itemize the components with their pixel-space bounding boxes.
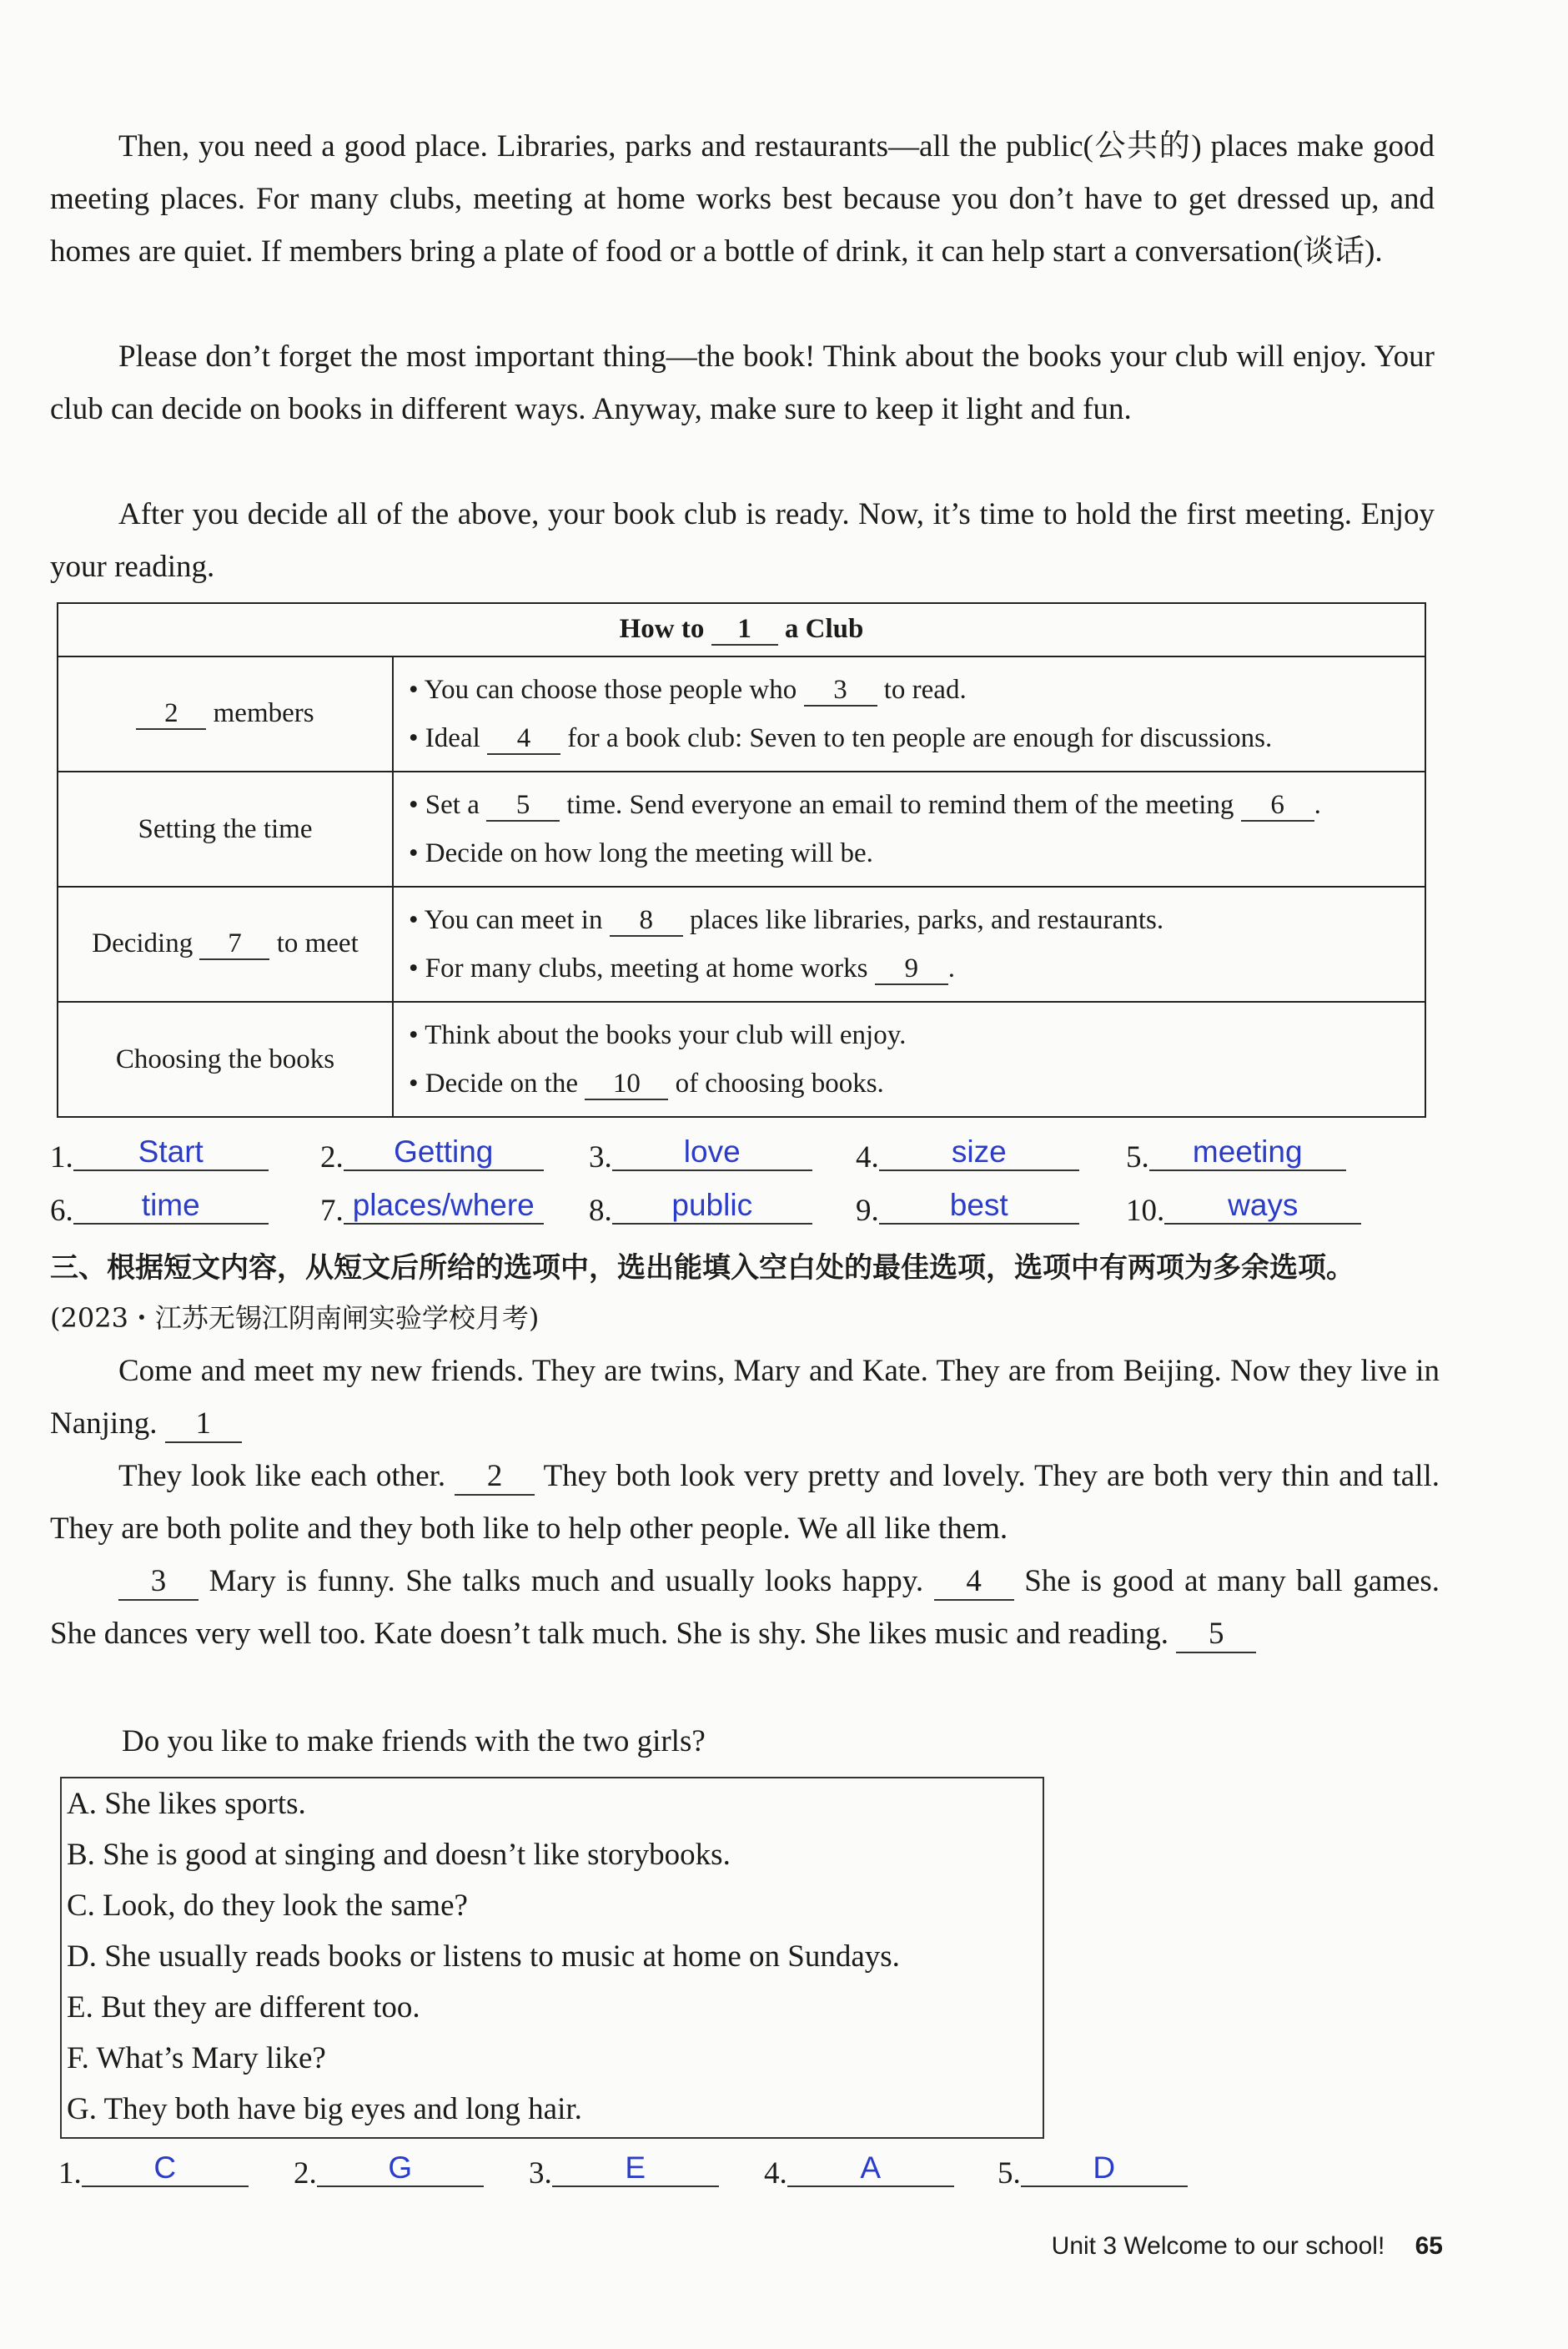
answer-item: 5. D — [998, 2155, 1188, 2192]
answer-item: 1. C — [58, 2155, 249, 2192]
passage2-paragraph-2: They look like each other. 2 They both look very pretty and lovely. They are both very thin and tall. They are both polite and they both like to help other people. We all like them. — [50, 1459, 1440, 1546]
answer-item: 5. meeting — [1126, 1139, 1346, 1176]
passage-paragraph-2: Please don’t forget the most important thing—the book! Think about the books your club will enjoy. Your club can decide on books in different ways. Anyway, make sure to keep it light and fun. — [50, 340, 1435, 426]
table-row-content: • Think about the books your club will enjoy. • Decide on the 10 of choosing books. — [393, 1002, 1425, 1117]
options-box — [60, 1777, 1044, 2139]
blank-3: 3 — [118, 1565, 199, 1601]
answer-text: E — [552, 2150, 719, 2187]
table-row — [58, 656, 1425, 772]
answer-text: A — [787, 2150, 954, 2187]
answer-text: Getting — [344, 1134, 544, 1171]
table-row-content: • You can choose those people who 3 to read. • Ideal 4 for a book club: Seven to ten people are enough for discussions. — [393, 656, 1425, 772]
blank-1: 1 — [711, 614, 778, 646]
answer-text: places/where — [344, 1188, 544, 1225]
table-row-label: Deciding 7 to meet — [58, 887, 393, 1002]
option-item: D. She usually reads books or listens to music at home on Sundays. — [67, 1939, 900, 1974]
passage2-paragraph-4: Do you like to make friends with the two girls? — [122, 1724, 706, 1758]
passage2-paragraph-3: 3 Mary is funny. She talks much and usually looks happy. 4 She is good at many ball games. She dances very well too. Kate doesn’t talk much. She is shy. She likes music and reading. 5 — [50, 1555, 1440, 1660]
option-item: C. Look, do they look the same? — [67, 1889, 468, 1923]
passage-paragraph-3: After you decide all of the above, your book club is ready. Now, it’s time to hold the first meeting. Enjoy your reading. — [50, 497, 1435, 584]
table-row — [58, 1002, 1425, 1117]
answer-item: 4. A — [764, 2155, 954, 2192]
blank-5: 5 — [1176, 1617, 1256, 1653]
option-item: B. She is good at singing and doesn’t like storybooks. — [67, 1838, 731, 1872]
section-source: (2023・江苏无锡江阴南闸实验学校月考) — [50, 1302, 540, 1334]
option-item: G. They both have big eyes and long hair. — [67, 2092, 582, 2126]
answer-text: G — [317, 2150, 484, 2187]
answer-item: 2. Getting — [320, 1139, 544, 1176]
answer-text: meeting — [1149, 1134, 1346, 1171]
blank-4: 4 — [934, 1565, 1014, 1601]
unit-title: Unit 3 Welcome to our school! — [1051, 2232, 1385, 2260]
answer-text: size — [879, 1134, 1079, 1171]
page-footer — [1052, 2232, 1443, 2261]
answer-text: Start — [73, 1134, 269, 1171]
option-item: F. What’s Mary like? — [67, 2041, 326, 2075]
section-heading: 三、根据短文内容，从短文后所给的选项中，选出能填入空白处的最佳选项，选项中有两项为多余选项。(2023・江苏无锡江阴南闸实验学校月考) — [50, 1251, 1354, 1334]
answer-text: ways — [1164, 1188, 1361, 1225]
passage-paragraph-1: Then, you need a good place. Libraries, parks and restaurants—all the public(公共的) places make good meeting places. For many clubs, meeting at home works best because you don’t have to get dressed up, and homes are quiet. If members bring a plate of food or a bottle of drink, it can help start a conversation(谈话). — [50, 129, 1435, 269]
blank-2: 2 — [455, 1460, 535, 1496]
answer-item: 6. time — [50, 1193, 269, 1230]
table-row — [58, 772, 1425, 887]
table-row-content: • You can meet in 8 places like libraries, parks, and restaurants. • For many clubs, meeting at home works 9 . — [393, 887, 1425, 1002]
answer-item: 3. E — [529, 2155, 719, 2192]
answer-text: C — [82, 2150, 249, 2187]
answer-item: 7. places/where — [320, 1193, 544, 1230]
answer-item: 4. size — [856, 1139, 1079, 1176]
blank-1: 1 — [165, 1407, 242, 1443]
answer-text: best — [879, 1188, 1079, 1225]
answer-item: 1. Start — [50, 1139, 269, 1176]
answer-text: love — [612, 1134, 812, 1171]
option-item: A. She likes sports. — [67, 1787, 306, 1821]
option-item: E. But they are different too. — [67, 1990, 420, 2025]
summary-table — [57, 602, 1426, 1118]
table-row-label: Choosing the books — [58, 1002, 393, 1117]
answer-text: D — [1021, 2150, 1188, 2187]
answer-item: 3. love — [589, 1139, 812, 1176]
table-row-label: 2 members — [58, 656, 393, 772]
answer-item: 10. ways — [1126, 1193, 1361, 1230]
answer-item: 8. public — [589, 1193, 812, 1230]
answer-item: 9. best — [856, 1193, 1079, 1230]
table-row-label: Setting the time — [58, 772, 393, 887]
page-number: 65 — [1415, 2232, 1443, 2260]
table-row — [58, 887, 1425, 1002]
answer-text: public — [612, 1188, 812, 1225]
table-row-content: • Set a 5 time. Send everyone an email to remind them of the meeting 6 . • Decide on how long the meeting will be. — [393, 772, 1425, 887]
passage2-paragraph-1: Come and meet my new friends. They are twins, Mary and Kate. They are from Beijing. Now they live in Nanjing. 1 — [50, 1345, 1440, 1450]
answer-text: time — [73, 1188, 269, 1225]
answer-item: 2. G — [294, 2155, 484, 2192]
table-title: How to 1 a Club — [58, 603, 1425, 656]
